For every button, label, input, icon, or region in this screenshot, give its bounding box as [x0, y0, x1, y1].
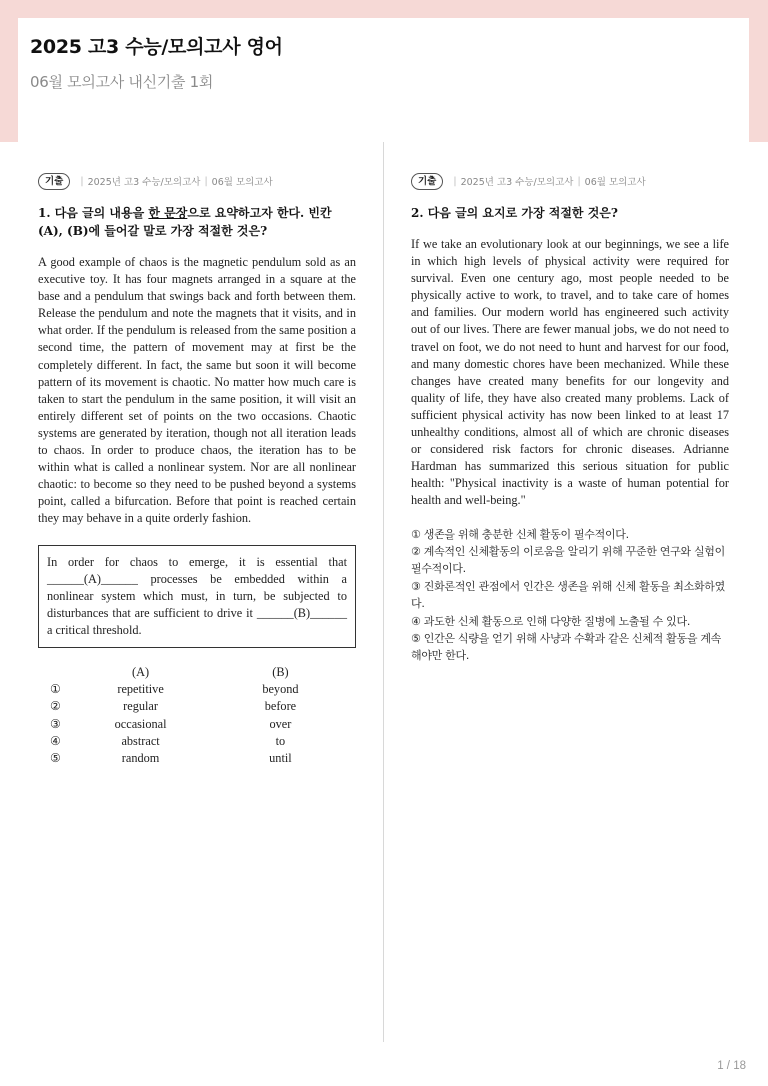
- tag-badge: 기출: [411, 173, 443, 190]
- tag-badge: 기출: [38, 173, 70, 190]
- question-1-options: [38, 664, 356, 767]
- choice-item[interactable]: ③ 진화론적인 관점에서 인간은 생존을 위해 신체 활동을 최소화하였다.: [411, 579, 725, 611]
- option-number: ③: [50, 716, 61, 731]
- choice-item[interactable]: ② 계속적인 신체활동의 이로움을 알리기 위해 꾸준한 연구와 실험이 필수적이다.: [411, 544, 725, 576]
- meta-separator: |: [204, 175, 208, 187]
- option-a-value: random: [121, 750, 160, 765]
- option-number: ④: [50, 733, 61, 748]
- option-a-value: occasional: [114, 716, 167, 731]
- question-2-passage: If we take an evolutionary look at our beginnings, we see a life in which high levels of physical activity were required for survival. Even one century ago, most people needed to be physically active to work, to travel, and to take care of homes and families. Our modern world has engineered such activity out of our lives. There are fewer manual jobs, we do not need to travel on foot, we do not need to hunt and harvest for our food, and many domestic chores have been mechanized. While these changes have created many benefits for our longevity and quality of life, they have also created many problems. Lack of sufficient physical activity has now been linked to at least 17 unhealthy conditions, almost all of which are chronic diseases or considered risk factors for chronic diseases. Adrianne Hardman has summarized this serious situation for public health: "Physical inactivity is a waste of human potential for health and well-being.": [411, 237, 729, 508]
- option-a-value: regular: [123, 699, 158, 714]
- meta-separator: |: [577, 175, 581, 187]
- question-1-title: [38, 204, 356, 240]
- option-row[interactable]: [38, 750, 356, 767]
- question-1-title-post: 으로 요약하고자 한다. 빈칸 (A), (B)에 들어갈 말로 가장 적절한 것은?: [38, 206, 332, 238]
- option-b-value: beyond: [262, 682, 299, 697]
- option-b-value: to: [275, 733, 286, 748]
- question-2-choices: [411, 526, 729, 665]
- question-1-passage: A good example of chaos is the magnetic pendulum sold as an executive toy. It has four magnets arranged in a square at the base and a pendulum that swings back and forth between them. Release the pendulum and note the magnets that it visits, and in what order. If the pendulum is released from the same position a second time, the pattern of movement may at first be the completely different. In fact, the same but soon it will become pattern of its movement is chaotic. No matter how much care is taken to start the pendulum in the same position, it will visit an entirely different set of points on the two occasions. Chaotic systems are generated by iteration, though not all iteration leads to chaos. In order to produce chaos, the iteration has to be within what is called a nonlinear system. Nor are all nonlinear chaotic: to become so they need to be pushed beyond a systems point, called a bifurcation. Before that point is reached certain they may behave in a quite orderly fashion.: [38, 255, 356, 526]
- page-number: 1 / 18: [717, 1060, 746, 1072]
- option-b-value: before: [264, 699, 297, 714]
- question-2: [411, 172, 729, 665]
- option-number: ⑤: [50, 750, 61, 765]
- question-1-summary-box: In order for chaos to emerge, it is essential that ______(A)______ processes be embedded within a nonlinear system which must, in turn, be subjected to disturbances that are sufficient to drive it ______(B)______ a critical threshold.: [38, 545, 356, 648]
- option-a-value: repetitive: [117, 682, 164, 697]
- option-number: ①: [50, 682, 61, 697]
- meta-separator: |: [453, 175, 457, 187]
- question-1-title-underlined: 한 문장: [148, 206, 188, 220]
- question-2-title: 2. 다음 글의 요지로 가장 적절한 것은?: [411, 206, 618, 220]
- meta-exam: 06월 모의고사: [211, 177, 273, 188]
- column-a-header: (A): [132, 664, 150, 679]
- option-row[interactable]: [38, 733, 356, 750]
- document-subtitle: 06월 모의고사 내신기출 1회: [30, 73, 214, 91]
- column-b-header: (B): [272, 664, 289, 679]
- question-1-title-pre: 1. 다음 글의 내용을: [38, 206, 149, 220]
- column-divider: [383, 142, 384, 1042]
- option-number: ②: [50, 699, 61, 714]
- meta-separator: |: [80, 175, 84, 187]
- document-title: 2025 고3 수능/모의고사 영어: [30, 36, 283, 58]
- choice-item[interactable]: ④ 과도한 신체 활동으로 인해 다양한 질병에 노출될 수 있다.: [411, 614, 691, 628]
- option-a-value: abstract: [121, 733, 160, 748]
- option-row[interactable]: [38, 681, 356, 698]
- meta-source: 2025년 고3 수능/모의고사: [460, 177, 574, 188]
- option-b-value: until: [269, 750, 292, 765]
- choice-item[interactable]: ① 생존을 위해 충분한 신체 활동이 필수적이다.: [411, 527, 629, 541]
- meta-exam: 06월 모의고사: [584, 177, 646, 188]
- choice-item[interactable]: ⑤ 인간은 식량을 얻기 위해 사냥과 수확과 같은 신체적 활동을 계속해야만 한다.: [411, 631, 722, 663]
- meta-source: 2025년 고3 수능/모의고사: [87, 177, 201, 188]
- question-1: [38, 172, 356, 767]
- question-2-meta: [411, 172, 729, 190]
- option-row[interactable]: [38, 698, 356, 715]
- option-row[interactable]: [38, 716, 356, 733]
- options-header: [38, 664, 356, 681]
- option-b-value: over: [269, 716, 292, 731]
- question-1-meta: [38, 172, 356, 190]
